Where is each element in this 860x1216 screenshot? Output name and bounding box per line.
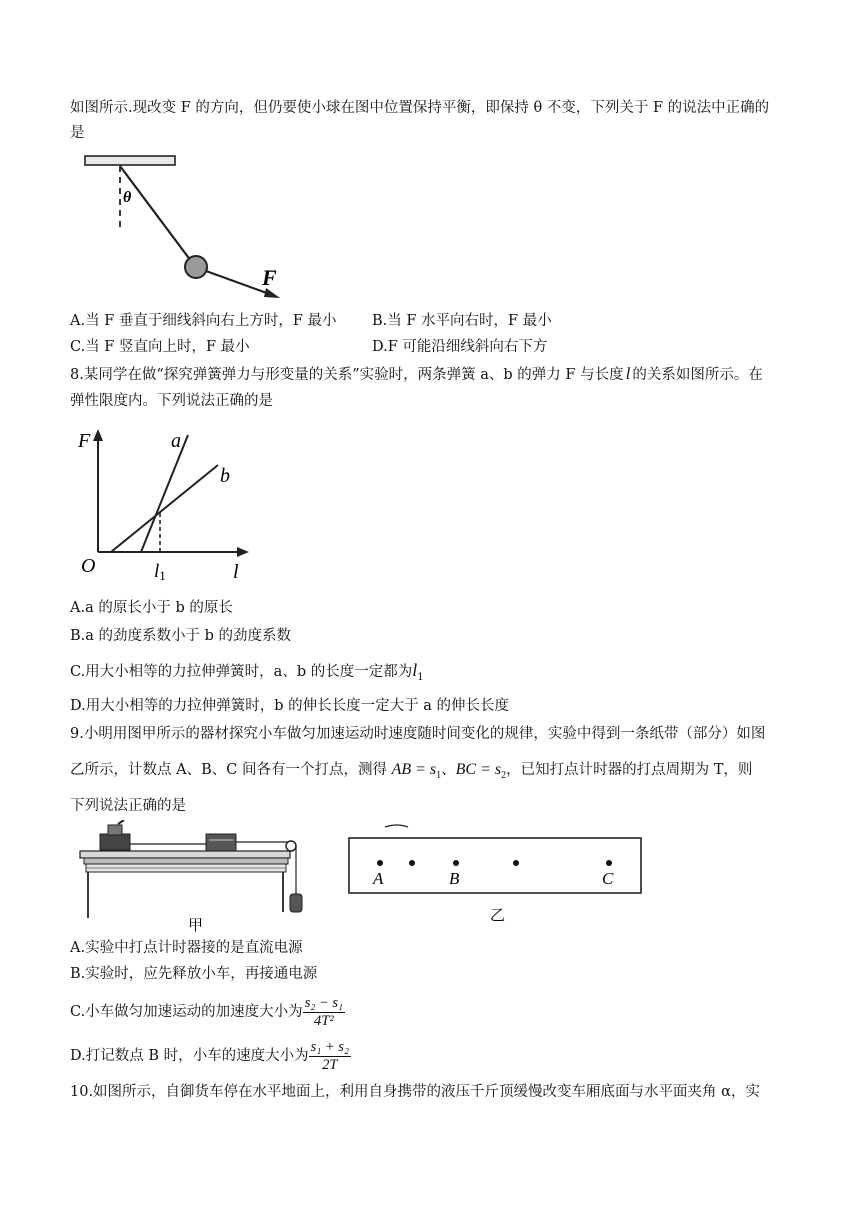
x-axis-arrow	[237, 547, 249, 557]
q9-option-a: A.实验中打点计时器接的是直流电源	[70, 940, 303, 956]
theta-label: θ	[123, 189, 132, 206]
origin-label: O	[81, 555, 96, 577]
tape-dot-1	[409, 860, 415, 866]
q9-option-d	[70, 1038, 351, 1074]
force-label: F	[262, 265, 277, 290]
q7-stem-line1: 如图所示.现改变 F 的方向，但仍要使小球在图中位置保持平衡，即保持 θ 不变，下列关于 F 的说法中正确的	[70, 100, 770, 116]
string-line	[120, 166, 194, 265]
q7-option-b: B.当 F 水平向右时，F 最小	[372, 313, 552, 329]
q9-stem-part1: 乙所示，计数点 A、B、C 间各有一个打点，测得	[70, 762, 387, 778]
q9-stem-line2	[70, 760, 752, 786]
q8-option-c-var: l	[412, 660, 418, 680]
q8-stem-var: l	[625, 364, 631, 383]
line-b	[111, 465, 218, 552]
q9-eq-separator: 、	[441, 762, 456, 778]
q9-eq-ab	[391, 761, 442, 782]
tape-dot-a	[377, 860, 383, 866]
q9-option-d-text: D.打记数点 B 时，小车的速度大小为	[70, 1048, 309, 1064]
q9-eq-ab-text: AB = s	[391, 761, 437, 778]
tape-strip	[349, 838, 641, 893]
tape-dot-2	[513, 860, 519, 866]
q9-option-d-numerator: s₁ + s₂	[310, 1038, 349, 1055]
q9-eq-bc-text: BC = s	[455, 761, 502, 778]
q8-stem-part1: 8.某同学在做“探究弹簧弹力与形变量的关系”实验时，两条弹簧 a、b 的弹力 F 与长度	[70, 367, 624, 383]
q9-option-c-denominator: 4T²	[314, 1012, 334, 1029]
q7-option-c: C.当 F 竖直向上时，F 最小	[70, 339, 250, 355]
q7-pendulum-figure	[80, 150, 300, 300]
figure-yi-caption: 乙	[490, 908, 506, 924]
q8-option-d: D.用大小相等的力拉伸弹簧时，b 的伸长长度一定大于 a 的伸长长度	[70, 698, 509, 714]
y-axis-label: F	[78, 430, 91, 452]
l1-label-var: l	[154, 561, 160, 582]
q8-stem-part2: 的关系如图所示。在	[632, 367, 763, 383]
q9-stem-part2: ，已知打点计时器的打点周期为 T，则	[506, 762, 753, 778]
cart	[206, 834, 236, 852]
q9-eq-ab-sub: 1	[436, 770, 442, 782]
track-mid	[84, 858, 288, 864]
q9-option-c-text: C.小车做匀加速运动的加速度大小为	[70, 1004, 303, 1020]
hanging-weight	[290, 894, 302, 912]
timer-top	[108, 825, 122, 835]
q9-option-d-fraction	[309, 1039, 351, 1074]
q9-option-c-numerator: s₂ − s₁	[304, 994, 344, 1011]
timer-antenna	[118, 820, 124, 824]
tape-dot-c	[606, 860, 612, 866]
timer-base	[100, 834, 130, 850]
tape-label-c: C	[602, 869, 614, 888]
q7-option-a: A.当 F 垂直于细线斜向右上方时，F 最小	[70, 313, 337, 329]
q8-option-c-sub: 1	[417, 671, 424, 683]
q8-option-a: A.a 的原长小于 b 的原长	[70, 600, 233, 616]
q9-eq-bc	[455, 761, 507, 782]
tape-label-b: B	[449, 869, 460, 888]
q8-stem-line1	[70, 364, 763, 385]
q7-stem-line2: 是	[70, 125, 85, 141]
figure-jia-caption: 甲	[188, 918, 204, 934]
q8-option-c-text: C.用大小相等的力拉伸弹簧时，a、b 的长度一定都为	[70, 664, 413, 680]
q9-stem-line1: 9.小明用图甲所示的器材探究小车做匀加速运动时速度随时间变化的规律，实验中得到一条纸带（部分）如图	[70, 726, 766, 742]
line-b-label: b	[220, 465, 230, 487]
q9-eq-bc-sub: 2	[501, 770, 507, 782]
l1-label	[154, 561, 166, 583]
ceiling-plate	[85, 156, 175, 165]
q8-stem-line2: 弹性限度内。下列说法正确的是	[70, 393, 273, 409]
track-top	[80, 851, 290, 858]
q9-option-d-denominator: 2T	[322, 1056, 338, 1073]
q9-paper-tape-figure	[345, 820, 645, 930]
pulley	[286, 841, 296, 851]
q8-option-b: B.a 的劲度系数小于 b 的劲度系数	[70, 628, 292, 644]
l1-label-sub: 1	[159, 568, 166, 583]
q9-option-c	[70, 994, 345, 1030]
q9-stem-line3: 下列说法正确的是	[70, 798, 186, 814]
q10-stem-line1: 10.如图所示，自御货车停在水平地面上，利用自身携带的液压千斤顶缓慢改变车厢底面与水平面夹角 α，实	[70, 1084, 760, 1100]
ball	[185, 256, 207, 278]
tape-mark	[385, 825, 408, 827]
q9-apparatus-figure	[78, 820, 318, 935]
q8-force-length-graph	[78, 425, 268, 585]
tape-dot-b	[453, 860, 459, 866]
tape-label-a: A	[373, 869, 384, 888]
q7-option-d: D.F 可能沿细线斜向右下方	[372, 339, 548, 355]
q9-option-b: B.实验时，应先释放小车，再接通电源	[70, 966, 318, 982]
line-a	[141, 435, 188, 552]
y-axis-arrow	[93, 429, 103, 441]
q8-option-c	[70, 660, 424, 688]
x-axis-label: l	[233, 561, 239, 583]
q9-option-c-fraction	[303, 995, 345, 1030]
line-a-label: a	[171, 430, 181, 452]
